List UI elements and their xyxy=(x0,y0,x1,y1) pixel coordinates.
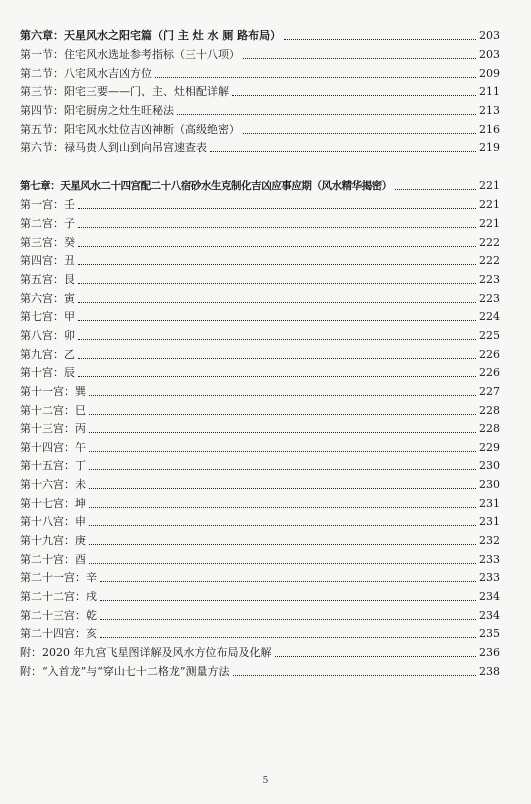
dot-leader xyxy=(100,619,476,620)
toc-palace-label: 第二十宫：酉 xyxy=(20,553,86,566)
toc-palace-label: 第五宫：艮 xyxy=(20,273,75,286)
toc-page-number: 228 xyxy=(479,422,500,435)
toc-palace-label: 第九宫：乙 xyxy=(20,348,75,361)
toc-palace[interactable] xyxy=(20,362,500,380)
dot-leader xyxy=(78,358,476,359)
toc-section[interactable] xyxy=(20,137,500,155)
toc-palace-label: 第十五宫：丁 xyxy=(20,459,86,472)
toc-page-number: 230 xyxy=(479,459,500,472)
dot-leader xyxy=(243,58,476,59)
toc-chapter-7[interactable] xyxy=(20,175,500,193)
toc-palace[interactable] xyxy=(20,325,500,343)
toc-page-number: 231 xyxy=(479,515,500,528)
dot-leader xyxy=(232,95,476,96)
toc-page-number: 223 xyxy=(479,273,500,286)
dot-leader xyxy=(78,208,476,209)
toc-palace-label: 第十四宫：午 xyxy=(20,441,86,454)
toc-appendix[interactable] xyxy=(20,642,500,660)
dot-leader xyxy=(78,376,476,377)
toc-palace[interactable] xyxy=(20,400,500,418)
dot-leader xyxy=(89,525,476,526)
dot-leader xyxy=(78,302,476,303)
toc-palace-label: 第二十一宫：辛 xyxy=(20,571,97,584)
dot-leader xyxy=(89,544,476,545)
toc-section[interactable] xyxy=(20,44,500,62)
toc-chapter-title: 第六章：天星风水之阳宅篇（门 主 灶 水 厕 路布局） xyxy=(20,29,282,42)
toc-page-number: 224 xyxy=(479,310,500,323)
dot-leader xyxy=(89,469,476,470)
toc-palace[interactable] xyxy=(20,586,500,604)
dot-leader xyxy=(284,39,476,40)
toc-page-number: 216 xyxy=(479,123,500,136)
toc-page-number: 203 xyxy=(479,48,500,61)
toc-page-number: 222 xyxy=(479,254,500,267)
toc-palace[interactable] xyxy=(20,306,500,324)
toc-palace[interactable] xyxy=(20,194,500,212)
toc-page-number: 213 xyxy=(479,104,500,117)
toc-page-number: 226 xyxy=(479,366,500,379)
toc-section-label: 第一节：住宅风水选址参考指标（三十八项） xyxy=(20,48,240,61)
toc-page-number: 235 xyxy=(479,627,500,640)
dot-leader xyxy=(89,563,476,564)
dot-leader xyxy=(155,77,476,78)
dot-leader xyxy=(100,600,476,601)
toc-palace-label: 第十二宫：巳 xyxy=(20,404,86,417)
toc-palace-label: 第十一宫：巽 xyxy=(20,385,86,398)
toc-palace[interactable] xyxy=(20,455,500,473)
dot-leader xyxy=(78,339,476,340)
toc-palace[interactable] xyxy=(20,623,500,641)
toc-page-number: 232 xyxy=(479,534,500,547)
toc-page-number: 228 xyxy=(479,404,500,417)
toc-page-number: 221 xyxy=(479,198,500,211)
toc-appendix[interactable] xyxy=(20,661,500,679)
toc-page-number: 222 xyxy=(479,236,500,249)
dot-leader xyxy=(78,227,476,228)
toc-palace-label: 第十三宫：丙 xyxy=(20,422,86,435)
dot-leader xyxy=(177,114,476,115)
toc-page-number: 209 xyxy=(479,67,500,80)
toc-palace-label: 第二十三宫：乾 xyxy=(20,609,97,622)
toc-page-number: 233 xyxy=(479,571,500,584)
dot-leader xyxy=(78,246,476,247)
toc-palace-label: 第七宫：甲 xyxy=(20,310,75,323)
toc-section[interactable] xyxy=(20,100,500,118)
toc-palace[interactable] xyxy=(20,474,500,492)
toc-palace[interactable] xyxy=(20,549,500,567)
toc-section-label: 第四节：阳宅厨房之灶生旺秘法 xyxy=(20,104,174,117)
dot-leader xyxy=(78,264,476,265)
toc-chapter-title: 第七章：天星风水二十四宫配二十八宿砂水生克制化吉凶应事应期（风水精华揭密） xyxy=(20,180,392,192)
toc-chapter-6[interactable] xyxy=(20,25,500,43)
dot-leader xyxy=(233,675,477,676)
toc-palace[interactable] xyxy=(20,493,500,511)
toc-palace-label: 第十六宫：未 xyxy=(20,478,86,491)
toc-palace[interactable] xyxy=(20,511,500,529)
toc-palace-label: 第四宫：丑 xyxy=(20,254,75,267)
toc-page-number: 229 xyxy=(479,441,500,454)
toc-page-number: 230 xyxy=(479,478,500,491)
toc-section-label: 第五节：阳宅风水灶位吉凶神断（高级绝密） xyxy=(20,123,240,136)
dot-leader xyxy=(89,414,476,415)
dot-leader xyxy=(100,581,476,582)
toc-page-number: 226 xyxy=(479,348,500,361)
toc-palace[interactable] xyxy=(20,530,500,548)
toc-page-number: 234 xyxy=(479,609,500,622)
toc-palace[interactable] xyxy=(20,418,500,436)
dot-leader xyxy=(89,451,476,452)
dot-leader xyxy=(89,432,476,433)
toc-section[interactable] xyxy=(20,63,500,81)
toc-page-number: 211 xyxy=(479,85,500,98)
toc-page-number: 221 xyxy=(479,179,500,192)
toc-palace-label: 第三宫：癸 xyxy=(20,236,75,249)
toc-palace-label: 第二十二宫：戌 xyxy=(20,590,97,603)
dot-leader xyxy=(243,133,476,134)
toc-page-number: 234 xyxy=(479,590,500,603)
toc-page-number: 238 xyxy=(479,665,500,678)
toc-palace[interactable] xyxy=(20,269,500,287)
toc-appendix-label: 附：“入首龙”与“穿山七十二格龙”测量方法 xyxy=(20,665,230,678)
toc-palace[interactable] xyxy=(20,437,500,455)
toc-page-number: 233 xyxy=(479,553,500,566)
toc-palace[interactable] xyxy=(20,605,500,623)
toc-palace-label: 第十七宫：坤 xyxy=(20,497,86,510)
toc-palace[interactable] xyxy=(20,567,500,585)
toc-page-number: 227 xyxy=(479,385,500,398)
toc-page-number: 203 xyxy=(479,29,500,42)
toc-page-number: 221 xyxy=(479,217,500,230)
dot-leader xyxy=(100,637,476,638)
toc-palace-label: 第二十四宫：亥 xyxy=(20,627,97,640)
toc-palace[interactable] xyxy=(20,232,500,250)
toc-page-number: 236 xyxy=(479,646,500,659)
dot-leader xyxy=(78,283,476,284)
toc-palace-label: 第八宫：卯 xyxy=(20,329,75,342)
toc-palace[interactable] xyxy=(20,344,500,362)
toc-palace-label: 第一宫：壬 xyxy=(20,198,75,211)
toc-palace[interactable] xyxy=(20,381,500,399)
dot-leader xyxy=(89,395,476,396)
toc-section-label: 第三节：阳宅三要——门、主、灶相配详解 xyxy=(20,85,229,98)
toc-palace[interactable] xyxy=(20,250,500,268)
toc-palace-label: 第十九宫：庚 xyxy=(20,534,86,547)
toc-page-number: 231 xyxy=(479,497,500,510)
dot-leader xyxy=(210,151,476,152)
toc-palace-label: 第十八宫：申 xyxy=(20,515,86,528)
page-footer-number: 5 xyxy=(262,776,269,786)
dot-leader xyxy=(395,189,476,190)
toc-palace[interactable] xyxy=(20,288,500,306)
toc-page-number: 225 xyxy=(479,329,500,342)
dot-leader xyxy=(89,488,476,489)
toc-palace-label: 第二宫：子 xyxy=(20,217,75,230)
toc-section-label: 第二节：八宅风水吉凶方位 xyxy=(20,67,152,80)
toc-palace-label: 第六宫：寅 xyxy=(20,292,75,305)
toc-appendix-label: 附：2020 年九宫飞星图详解及风水方位布局及化解 xyxy=(20,646,272,659)
dot-leader xyxy=(78,320,476,321)
toc-palace[interactable] xyxy=(20,213,500,231)
toc-palace-label: 第十宫：辰 xyxy=(20,366,75,379)
toc-section[interactable] xyxy=(20,81,500,99)
dot-leader xyxy=(275,656,477,657)
toc-page-number: 219 xyxy=(479,141,500,154)
toc-section-label: 第六节：禄马贵人到山到向吊宫速查表 xyxy=(20,141,207,154)
toc-page-number: 223 xyxy=(479,292,500,305)
toc-section[interactable] xyxy=(20,119,500,137)
dot-leader xyxy=(89,507,476,508)
